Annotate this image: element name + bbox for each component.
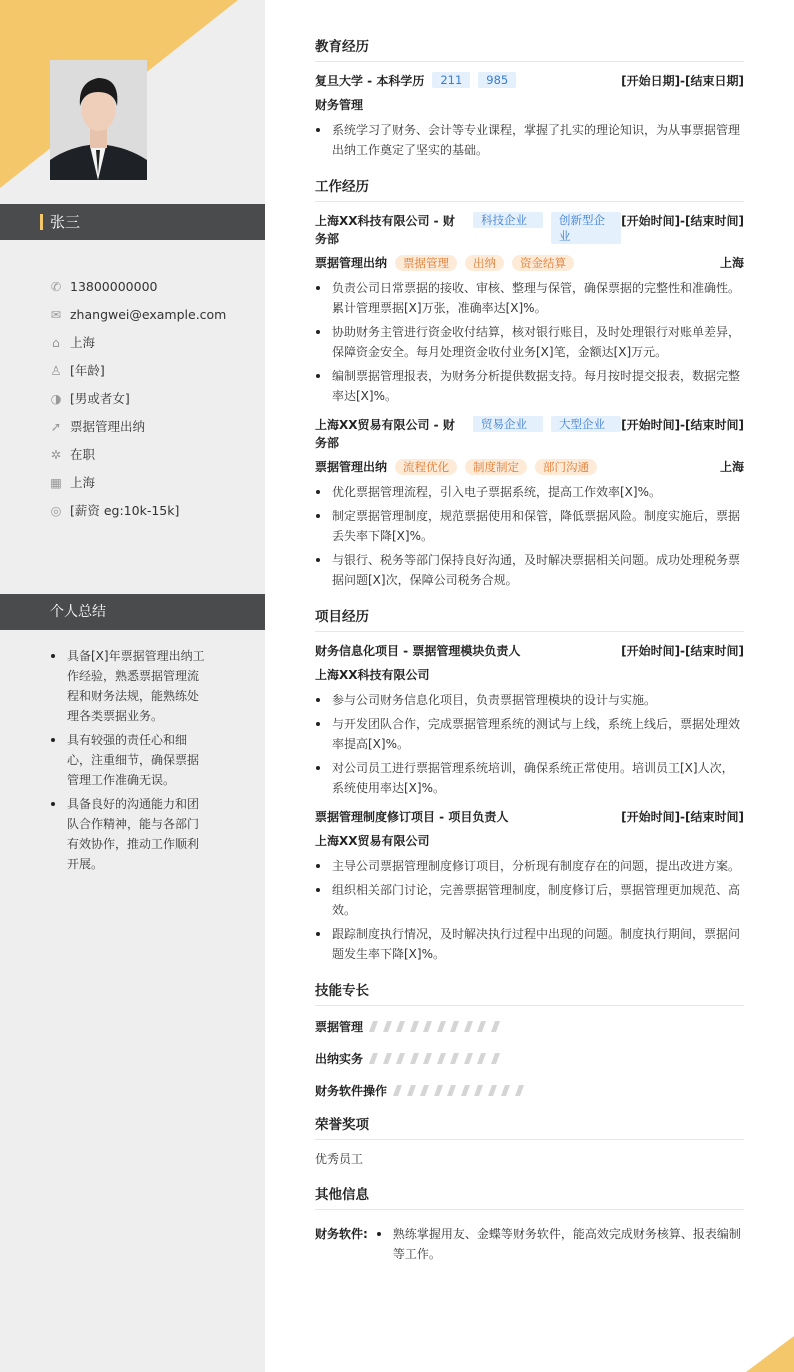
list-item: 与开发团队合作，完成票据管理系统的测试与上线，系统上线后，票据处理效率提高[X]%。	[315, 714, 744, 754]
skill-level-segment	[464, 1053, 473, 1064]
info-row	[50, 412, 260, 440]
list-item: 优化票据管理流程，引入电子票据系统，提高工作效率[X]%。	[315, 482, 744, 502]
list-item: 组织相关部门讨论，完善票据管理制度，制度修订后，票据管理更加规范、高效。	[315, 880, 744, 920]
skill-level-segment	[491, 1021, 500, 1032]
info-text: 上海	[70, 475, 96, 490]
school-tag: 985	[478, 72, 516, 88]
list-item: 编制票据管理报表，为财务分析提供数据支持。每月按时提交报表，数据完整率达[X]%。	[315, 366, 744, 406]
date-range: [开始时间]-[结束时间]	[621, 644, 744, 658]
company-tag: 创新型企业	[551, 212, 621, 244]
role-left	[315, 458, 597, 476]
list-item: 协助财务主管进行资金收付结算，核对银行账目，及时处理银行对账单差异，保障资金安全。每月处理资金收付业务[X]笔，金额达[X]万元。	[315, 322, 744, 362]
job-city: 上海	[719, 256, 744, 270]
section-title: 其他信息	[315, 1186, 744, 1210]
company-tag: 贸易企业	[473, 416, 543, 432]
skill-tag: 制度制定	[465, 459, 527, 475]
school-name: 复旦大学 - 本科学历	[315, 74, 425, 88]
skill-level-segment	[396, 1053, 405, 1064]
org-row	[315, 666, 744, 684]
skill-level-segment	[383, 1021, 392, 1032]
section-title: 荣誉奖项	[315, 1116, 744, 1140]
section-title: 工作经历	[315, 178, 744, 202]
skill-level-bar	[371, 1053, 506, 1064]
job-header	[315, 212, 744, 248]
skill-level-segment	[410, 1053, 419, 1064]
work-section	[315, 178, 744, 590]
info-row	[50, 272, 260, 300]
skill-level-segment	[410, 1021, 419, 1032]
list-item: 熟练掌握用友、金蝶等财务软件，能高效完成财务核算、报表编制等工作。	[376, 1224, 744, 1264]
major: 财务管理	[315, 98, 364, 112]
list-item: 具有较强的责任心和细心，注重细节，确保票据管理工作准确无误。	[50, 730, 210, 790]
skill-level-segment	[515, 1085, 524, 1096]
date-range: [开始时间]-[结束时间]	[621, 214, 744, 228]
project-header	[315, 642, 744, 660]
info-text: [薪资 eg:10k-15k]	[70, 503, 180, 518]
info-text: zhangwei@example.com	[70, 306, 227, 322]
honors-section	[315, 1116, 744, 1168]
project-header	[315, 808, 744, 826]
section-title: 教育经历	[315, 38, 744, 62]
skill-level-segment	[437, 1053, 446, 1064]
main-content	[315, 38, 744, 1282]
project-name: 票据管理制度修订项目 - 项目负责人	[315, 810, 509, 824]
list-item: 具备良好的沟通能力和团队合作精神，能与各部门有效协作，推动工作顺利开展。	[50, 794, 210, 874]
list-item: 与银行、税务等部门保持良好沟通，及时解决票据相关问题。成功处理税务票据问题[X]次，保障公司税务合规。	[315, 550, 744, 590]
list-item: 负责公司日常票据的接收、审核、整理与保管，确保票据的完整性和准确性。累计管理票据[X]万张，准确率达[X]%。	[315, 278, 744, 318]
job-city: 上海	[719, 460, 744, 474]
info-row	[50, 300, 260, 328]
mail-icon: ✉	[50, 306, 62, 322]
skill-tag: 流程优化	[395, 459, 457, 475]
project-details	[315, 856, 744, 964]
skill-level-segment	[383, 1053, 392, 1064]
skill-level-segment	[369, 1053, 378, 1064]
list-item: 制定票据管理制度，规范票据使用和保管，降低票据风险。制度实施后，票据丢失率下降[X]%。	[315, 506, 744, 546]
contact-info	[50, 272, 260, 524]
role-left	[315, 254, 574, 272]
company-tag: 科技企业	[473, 212, 543, 228]
other-list	[376, 1224, 744, 1264]
org-row	[315, 832, 744, 850]
job-block	[315, 416, 744, 590]
project-name: 财务信息化项目 - 票据管理模块负责人	[315, 644, 521, 658]
sidebar	[0, 0, 265, 1372]
info-row	[50, 328, 260, 356]
info-text: 13800000000	[70, 278, 158, 294]
skills-section	[315, 982, 744, 1106]
skill-level-segment	[488, 1085, 497, 1096]
phone-icon: ✆	[50, 278, 62, 294]
candidate-name: 张三	[50, 213, 81, 231]
skill-row	[315, 1042, 744, 1074]
company-name: 上海XX科技有限公司 - 财务部	[315, 214, 455, 246]
info-row	[50, 496, 260, 524]
skill-level-segment	[477, 1021, 486, 1032]
skill-row	[315, 1010, 744, 1042]
skill-name: 票据管理	[315, 1019, 364, 1034]
send-icon: ➚	[50, 418, 62, 434]
info-row	[50, 468, 260, 496]
skill-tag: 票据管理	[395, 255, 457, 271]
role-title: 票据管理出纳	[315, 460, 388, 474]
role-title: 票据管理出纳	[315, 256, 388, 270]
role-row	[315, 254, 744, 272]
skill-level-segment	[491, 1053, 500, 1064]
skill-level-segment	[461, 1085, 470, 1096]
name-accent	[40, 214, 43, 230]
job-block	[315, 212, 744, 406]
skill-level-segment	[407, 1085, 416, 1096]
skill-level-segment	[437, 1021, 446, 1032]
skill-level-segment	[423, 1021, 432, 1032]
skill-level-segment	[420, 1085, 429, 1096]
skill-row	[315, 1074, 744, 1106]
skill-level-segment	[434, 1085, 443, 1096]
skill-level-segment	[474, 1085, 483, 1096]
project-details	[315, 690, 744, 798]
education-details	[315, 120, 744, 160]
name-bar	[0, 204, 265, 240]
other-label: 财务软件:	[315, 1227, 368, 1241]
section-title: 项目经历	[315, 608, 744, 632]
home-icon: ⌂	[52, 334, 60, 350]
info-row	[50, 384, 260, 412]
list-item: 参与公司财务信息化项目，负责票据管理模块的设计与实施。	[315, 690, 744, 710]
skill-level-segment	[369, 1021, 378, 1032]
date-range: [开始时间]-[结束时间]	[621, 810, 744, 824]
project-org: 上海XX科技有限公司	[315, 668, 430, 682]
info-text: 上海	[70, 335, 96, 350]
skill-level-bar	[371, 1021, 506, 1032]
job-header	[315, 416, 744, 452]
skill-level-segment	[464, 1021, 473, 1032]
section-title: 技能专长	[315, 982, 744, 1006]
project-block	[315, 642, 744, 798]
info-row	[50, 440, 260, 468]
skill-level-segment	[501, 1085, 510, 1096]
project-section	[315, 608, 744, 964]
info-text: 票据管理出纳	[70, 419, 146, 434]
info-text: [年龄]	[70, 363, 105, 378]
company-name: 上海XX贸易有限公司 - 财务部	[315, 418, 455, 450]
list-item: 具备[X]年票据管理出纳工作经验，熟悉票据管理流程和财务法规，能熟练处理各类票据业务。	[50, 646, 210, 726]
summary-title: 个人总结	[50, 604, 106, 620]
skill-level-segment	[450, 1021, 459, 1032]
skill-level-segment	[423, 1053, 432, 1064]
skill-tag: 部门沟通	[535, 459, 597, 475]
school-tag: 211	[432, 72, 470, 88]
avatar	[50, 60, 147, 180]
date-range: [开始时间]-[结束时间]	[621, 418, 744, 432]
list-item: 对公司员工进行票据管理系统培训，确保系统正常使用。培训员工[X]人次，系统使用率达[X]%。	[315, 758, 744, 798]
info-row	[50, 356, 260, 384]
list-item: 主导公司票据管理制度修订项目，分析现有制度存在的问题，提出改进方案。	[315, 856, 744, 876]
skill-name: 财务软件操作	[315, 1083, 388, 1098]
job-details	[315, 278, 744, 406]
other-section	[315, 1186, 744, 1264]
education-section	[315, 38, 744, 160]
list-item: 跟踪制度执行情况，及时解决执行过程中出现的问题。制度执行期间，票据问题发生率下降[X]%。	[315, 924, 744, 964]
skill-tag: 资金结算	[512, 255, 574, 271]
summary-bar	[0, 594, 265, 630]
age-icon: ♙	[50, 362, 62, 378]
project-org: 上海XX贸易有限公司	[315, 834, 430, 848]
skill-level-bar	[395, 1085, 530, 1096]
role-row	[315, 458, 744, 476]
gender-icon: ◑	[50, 390, 62, 406]
job-details	[315, 482, 744, 590]
skill-tag: 出纳	[465, 255, 504, 271]
corner-decoration	[746, 1336, 794, 1372]
job-header-left	[315, 212, 621, 248]
building-icon: ▦	[50, 474, 62, 490]
job-header-left	[315, 416, 621, 452]
info-text: [男或者女]	[70, 391, 130, 406]
date-range: [开始日期]-[结束日期]	[621, 74, 744, 88]
skill-level-segment	[396, 1021, 405, 1032]
salary-icon: ◎	[50, 502, 62, 518]
skill-level-segment	[447, 1085, 456, 1096]
honor-item: 优秀员工	[315, 1152, 364, 1166]
summary-list	[50, 646, 210, 878]
list-item: 系统学习了财务、会计等专业课程，掌握了扎实的理论知识，为从事票据管理出纳工作奠定了坚实的基础。	[315, 120, 744, 160]
info-text: 在职	[70, 447, 96, 462]
project-block	[315, 808, 744, 964]
status-icon: ✲	[50, 446, 62, 462]
skill-name: 出纳实务	[315, 1051, 364, 1066]
skill-level-segment	[393, 1085, 402, 1096]
skill-level-segment	[450, 1053, 459, 1064]
skill-level-segment	[477, 1053, 486, 1064]
company-tag: 大型企业	[551, 416, 621, 432]
